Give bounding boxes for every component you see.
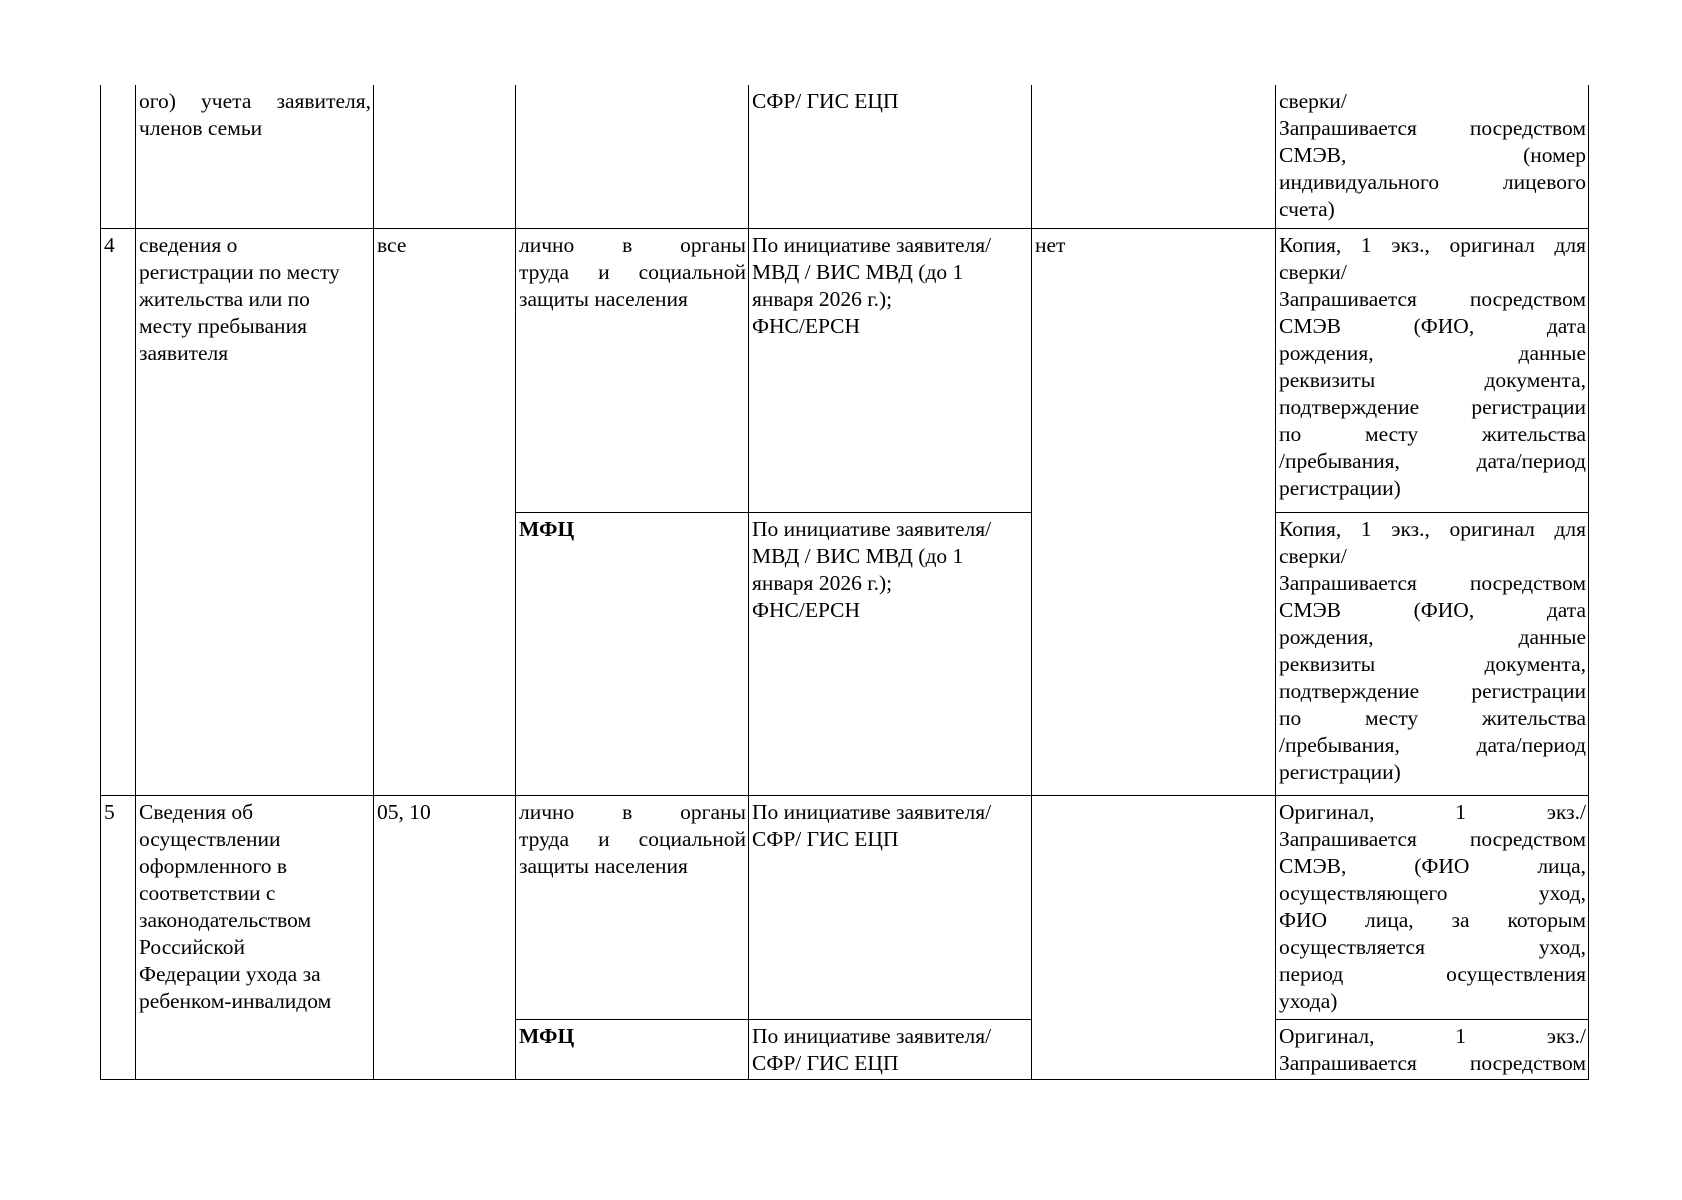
form-line: Запрашивается посредством	[1279, 827, 1586, 851]
channel-cell	[516, 796, 749, 1020]
source-line: ФНС/ЕРСН	[752, 314, 861, 338]
form-line: рождения, данные	[1279, 625, 1586, 649]
form-cell	[1276, 1020, 1589, 1080]
form-line: подтверждение регистрации	[1279, 395, 1586, 419]
source-cell	[749, 1020, 1032, 1080]
name-line: ребенком-инвалидом	[139, 989, 332, 1013]
form-line: по месту жительства	[1279, 422, 1586, 446]
form-line: Запрашивается посредством	[1279, 571, 1586, 595]
source-line: МВД / ВИС МВД (до 1	[752, 260, 964, 284]
form-line: Оригинал, 1 экз./	[1279, 800, 1586, 824]
source-line: МВД / ВИС МВД (до 1	[752, 544, 964, 568]
form-line: СМЭВ, (ФИО лица,	[1279, 854, 1586, 878]
result-cell	[1032, 796, 1276, 1080]
form-line: рождения, данные	[1279, 341, 1586, 365]
channel-line: труда и социальной	[519, 827, 746, 851]
channel-cell	[516, 229, 749, 513]
result-cell: нет	[1032, 229, 1276, 796]
name-line: Российской	[139, 935, 245, 959]
form-line: осуществляющего уход,	[1279, 881, 1586, 905]
form-line: сверки/	[1279, 260, 1347, 284]
channel-cell	[516, 513, 749, 796]
form-line: по месту жительства	[1279, 706, 1586, 730]
form-line: Запрашивается посредством	[1279, 287, 1586, 311]
table-row	[101, 796, 1589, 1020]
channel-line: МФЦ	[519, 517, 575, 541]
name-line: жительства или по	[139, 287, 310, 311]
category-cell: все	[374, 229, 516, 796]
form-line: регистрации)	[1279, 760, 1401, 784]
form-line: осуществляется уход,	[1279, 935, 1586, 959]
form-cell	[1276, 796, 1589, 1020]
result-cell	[1032, 85, 1276, 229]
source-line: января 2026 г.);	[752, 571, 893, 595]
form-line: СМЭВ (ФИО, дата	[1279, 598, 1586, 622]
source-line: По инициативе заявителя/	[752, 517, 992, 541]
name-line: сведения о	[139, 233, 238, 257]
form-line: /пребывания, дата/период	[1279, 733, 1586, 757]
source-line: СФР/ ГИС ЕЦП	[752, 1051, 899, 1075]
source-cell	[749, 85, 1032, 229]
name-line: членов семьи	[139, 116, 263, 140]
source-cell	[749, 513, 1032, 796]
form-line: регистрации)	[1279, 476, 1401, 500]
source-line: января 2026 г.);	[752, 287, 893, 311]
form-line: Оригинал, 1 экз./	[1279, 1024, 1586, 1048]
form-line: сверки/	[1279, 544, 1347, 568]
num-cell: 4	[101, 229, 136, 796]
source-line: По инициативе заявителя/	[752, 233, 992, 257]
name-cell	[136, 229, 374, 796]
form-line: Запрашивается посредством	[1279, 1051, 1586, 1075]
name-line: осуществлении	[139, 827, 281, 851]
channel-line: труда и социальной	[519, 260, 746, 284]
channel-line: лично в органы	[519, 800, 746, 824]
form-line: Запрашивается посредством	[1279, 116, 1586, 140]
table-row	[101, 85, 1589, 229]
form-cell	[1276, 229, 1589, 513]
name-line: заявителя	[139, 341, 229, 365]
name-line: месту пребывания	[139, 314, 307, 338]
num-cell	[101, 85, 136, 229]
name-line: ого) учета заявителя,	[139, 89, 371, 113]
form-line: подтверждение регистрации	[1279, 679, 1586, 703]
channel-line: лично в органы	[519, 233, 746, 257]
form-line: период осуществления	[1279, 962, 1586, 986]
name-line: Федерации ухода за	[139, 962, 321, 986]
name-line: регистрации по месту	[139, 260, 340, 284]
source-cell	[749, 796, 1032, 1020]
name-line: Сведения об	[139, 800, 254, 824]
name-line: законодательством	[139, 908, 312, 932]
source-line: СФР/ ГИС ЕЦП	[752, 89, 899, 113]
channel-cell	[516, 85, 749, 229]
num-cell: 5	[101, 796, 136, 1080]
form-line: ФИО лица, за которым	[1279, 908, 1586, 932]
form-line: ухода)	[1279, 989, 1338, 1013]
form-line: СМЭВ (ФИО, дата	[1279, 314, 1586, 338]
channel-line: защиты населения	[519, 287, 688, 311]
form-line: реквизиты документа,	[1279, 652, 1586, 676]
form-line: индивидуального лицевого	[1279, 170, 1586, 194]
form-cell	[1276, 85, 1589, 229]
form-line: Копия, 1 экз., оригинал для	[1279, 517, 1586, 541]
source-line: По инициативе заявителя/	[752, 1024, 992, 1048]
source-line: СФР/ ГИС ЕЦП	[752, 827, 899, 851]
channel-line: МФЦ	[519, 1024, 575, 1048]
source-line: По инициативе заявителя/	[752, 800, 992, 824]
form-line: Копия, 1 экз., оригинал для	[1279, 233, 1586, 257]
category-cell: 05, 10	[374, 796, 516, 1080]
table-row	[101, 229, 1589, 513]
name-line: оформленного в	[139, 854, 288, 878]
form-line: сверки/	[1279, 89, 1347, 113]
name-cell	[136, 85, 374, 229]
source-cell	[749, 229, 1032, 513]
form-line: реквизиты документа,	[1279, 368, 1586, 392]
form-line: счета)	[1279, 197, 1335, 221]
services-table	[100, 85, 1589, 1080]
form-line: /пребывания, дата/период	[1279, 449, 1586, 473]
category-cell	[374, 85, 516, 229]
channel-line: защиты населения	[519, 854, 688, 878]
channel-cell	[516, 1020, 749, 1080]
form-line: СМЭВ, (номер	[1279, 143, 1586, 167]
name-line: соответствии с	[139, 881, 276, 905]
form-cell	[1276, 513, 1589, 796]
source-line: ФНС/ЕРСН	[752, 598, 861, 622]
name-cell	[136, 796, 374, 1080]
